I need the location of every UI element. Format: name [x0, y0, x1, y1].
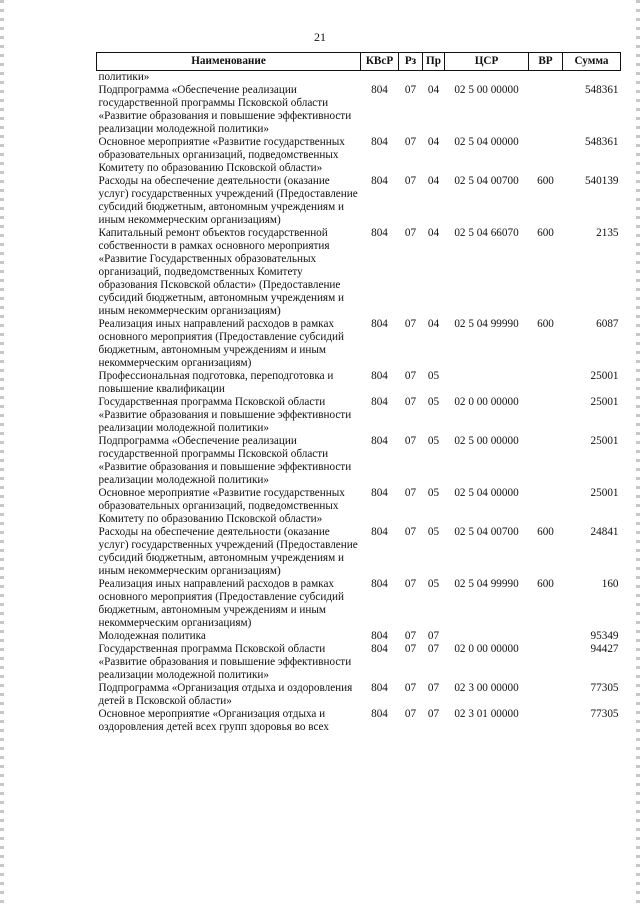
- cell-rz: 07: [404, 136, 417, 148]
- cell-name: Основное мероприятие «Развитие государственных образовательных организаций, подведомственных Комитету по образованию Псковской области»: [98, 487, 345, 525]
- cell-name: Подпрограмма «Организация отдыха и оздоровления детей в Псковской области»: [98, 682, 353, 707]
- cell-csr: 02 5 04 00000: [454, 487, 519, 499]
- cell-rz: 07: [404, 630, 417, 642]
- cell-sum: 548361: [584, 84, 619, 96]
- cell-vr: 600: [537, 318, 554, 330]
- cell-vr: 600: [537, 227, 554, 239]
- cell-name: Реализация иных направлений расходов в рамках основного мероприятия (Предоставление субсидий бюджетным, автономным учреждениям и иным некоммерческим организациям): [98, 318, 344, 369]
- cell-vr: [529, 370, 563, 396]
- cell-pr: [423, 71, 445, 85]
- cell-pr: 07: [427, 682, 440, 694]
- cell-csr: 02 5 04 00700: [454, 175, 519, 187]
- cell-kvsr: 804: [371, 578, 388, 590]
- cell-vr: [529, 136, 563, 175]
- cell-rz: 07: [404, 396, 417, 408]
- cell-vr: 600: [537, 175, 554, 187]
- cell-pr: 07: [427, 708, 440, 720]
- cell-kvsr: 804: [371, 526, 388, 538]
- cell-kvsr: 804: [371, 84, 388, 96]
- cell-sum: 548361: [584, 136, 619, 148]
- cell-name: Подпрограмма «Обеспечение реализации государственной программы Псковской области «Развитие образования и повышение эффективности реализации молодежной политики»: [98, 84, 352, 135]
- cell-sum: 6087: [596, 318, 619, 330]
- scan-edge-right: [636, 0, 640, 905]
- cell-rz: 07: [404, 227, 417, 239]
- cell-kvsr: 804: [371, 318, 388, 330]
- cell-kvsr: [361, 71, 399, 85]
- cell-kvsr: 804: [371, 487, 388, 499]
- cell-kvsr: 804: [371, 370, 388, 382]
- cell-name: Государственная программа Псковской области «Развитие образования и повышение эффективности реализации молодежной политики»: [98, 396, 352, 434]
- cell-rz: 07: [404, 682, 417, 694]
- cell-pr: 04: [427, 318, 440, 330]
- cell-name: Реализация иных направлений расходов в рамках основного мероприятия (Предоставление субсидий бюджетным, автономным учреждениям и иным некоммерческим организациям): [98, 578, 344, 629]
- cell-kvsr: 804: [371, 708, 388, 720]
- cell-pr: 05: [427, 578, 440, 590]
- cell-csr: 02 5 04 99990: [454, 578, 519, 590]
- header-pr: Пр: [423, 53, 445, 71]
- cell-name: Государственная программа Псковской области «Развитие образования и повышение эффективности реализации молодежной политики»: [98, 643, 352, 681]
- cell-pr: 05: [427, 435, 440, 447]
- cell-pr: 04: [427, 84, 440, 96]
- cell-pr: 05: [427, 396, 440, 408]
- cell-vr: 600: [537, 526, 554, 538]
- cell-sum: 2135: [596, 227, 619, 239]
- cell-csr: 02 5 04 00700: [454, 526, 519, 538]
- table-row: [97, 396, 621, 435]
- cell-vr: [529, 487, 563, 526]
- cell-name: Основное мероприятие «Организация отдыха и оздоровления детей всех групп здоровья во всех: [98, 708, 329, 733]
- cell-vr: [529, 84, 563, 136]
- cell-csr: 02 0 00 00000: [454, 396, 519, 408]
- table-row: [97, 71, 621, 85]
- scan-edge-left: [0, 0, 4, 905]
- table-row: [97, 175, 621, 227]
- cell-sum: 24841: [590, 526, 619, 538]
- cell-rz: 07: [404, 84, 417, 96]
- header-vr: ВР: [529, 53, 563, 71]
- table-row: [97, 578, 621, 630]
- cell-pr: 05: [427, 526, 440, 538]
- cell-sum: 77305: [590, 708, 619, 720]
- cell-sum: 25001: [590, 396, 619, 408]
- cell-vr: [529, 71, 563, 85]
- cell-sum: 95349: [590, 630, 619, 642]
- cell-pr: 04: [427, 136, 440, 148]
- cell-pr: 07: [427, 643, 440, 655]
- cell-name: Основное мероприятие «Развитие государственных образовательных организаций, подведомственных Комитету по образованию Псковской области»: [98, 136, 345, 174]
- cell-sum: 540139: [584, 175, 619, 187]
- cell-rz: 07: [404, 708, 417, 720]
- table-row: [97, 630, 621, 643]
- table-row: [97, 227, 621, 318]
- cell-sum: 25001: [590, 487, 619, 499]
- cell-csr: 02 5 00 00000: [454, 84, 519, 96]
- cell-kvsr: 804: [371, 643, 388, 655]
- cell-vr: [529, 435, 563, 487]
- cell-name: Молодежная политика: [98, 630, 206, 642]
- table-row: [97, 318, 621, 370]
- cell-rz: 07: [404, 578, 417, 590]
- header-csr: ЦСР: [445, 53, 529, 71]
- table-row: [97, 682, 621, 708]
- table-row: [97, 708, 621, 734]
- cell-rz: [399, 71, 423, 85]
- cell-kvsr: 804: [371, 175, 388, 187]
- cell-vr: [529, 682, 563, 708]
- table-row: [97, 643, 621, 682]
- cell-rz: 07: [404, 643, 417, 655]
- table-header-row: [97, 53, 621, 71]
- cell-vr: [529, 708, 563, 734]
- cell-rz: 07: [404, 487, 417, 499]
- cell-sum: [563, 71, 621, 85]
- cell-sum: 25001: [590, 370, 619, 382]
- table-row: [97, 136, 621, 175]
- cell-name: Капитальный ремонт объектов государственной собственности в рамках основного мероприятия «Развитие Государственных образовательных организаций, подведомственных Комитету образования Псковской области» (Предоставление субсидий бюджетным, автономным учреждениям и иным некоммерческим организациям): [98, 227, 344, 317]
- cell-name: Расходы на обеспечение деятельности (оказание услуг) государственных учреждений (Предоставление субсидий бюджетным, автономным учреждениям и иным некоммерческим организациям): [98, 526, 358, 577]
- header-sum: Сумма: [563, 53, 621, 71]
- cell-sum: 160: [601, 578, 619, 590]
- header-kvsr: КВсР: [361, 53, 399, 71]
- cell-csr: 02 5 04 99990: [454, 318, 519, 330]
- cell-kvsr: 804: [371, 227, 388, 239]
- cell-csr: [445, 630, 529, 643]
- header-rz: Рз: [399, 53, 423, 71]
- cell-csr: [445, 370, 529, 396]
- cell-kvsr: 804: [371, 136, 388, 148]
- cell-pr: 07: [427, 630, 440, 642]
- cell-rz: 07: [404, 175, 417, 187]
- cell-kvsr: 804: [371, 435, 388, 447]
- cell-pr: 04: [427, 227, 440, 239]
- cell-csr: 02 5 04 00000: [454, 136, 519, 148]
- cell-name: Расходы на обеспечение деятельности (оказание услуг) государственных учреждений (Предоставление субсидий бюджетным, автономным учреждениям и иным некоммерческим организациям): [98, 175, 358, 226]
- cell-csr: 02 0 00 00000: [454, 643, 519, 655]
- cell-name: Профессиональная подготовка, переподготовка и повышение квалификации: [98, 370, 334, 395]
- table-body: [97, 71, 621, 735]
- cell-vr: 600: [537, 578, 554, 590]
- table-row: [97, 487, 621, 526]
- cell-vr: [529, 630, 563, 643]
- cell-rz: 07: [404, 370, 417, 382]
- cell-sum: 25001: [590, 435, 619, 447]
- cell-name: Подпрограмма «Обеспечение реализации государственной программы Псковской области «Развитие образования и повышение эффективности реализации молодежной политики»: [98, 435, 352, 486]
- cell-pr: 05: [427, 370, 440, 382]
- table-row: [97, 84, 621, 136]
- cell-csr: 02 5 04 66070: [454, 227, 519, 239]
- budget-table: [96, 52, 621, 734]
- cell-vr: [529, 396, 563, 435]
- cell-rz: 07: [404, 435, 417, 447]
- cell-rz: 07: [404, 526, 417, 538]
- cell-csr: [445, 71, 529, 85]
- cell-kvsr: 804: [371, 682, 388, 694]
- cell-kvsr: 804: [371, 396, 388, 408]
- cell-pr: 04: [427, 175, 440, 187]
- table-row: [97, 370, 621, 396]
- header-name: Наименование: [97, 53, 361, 71]
- cell-pr: 05: [427, 487, 440, 499]
- cell-name: политики»: [98, 71, 150, 83]
- table-row: [97, 526, 621, 578]
- cell-csr: 02 5 00 00000: [454, 435, 519, 447]
- cell-sum: 77305: [590, 682, 619, 694]
- cell-sum: 94427: [590, 643, 619, 655]
- cell-vr: [529, 643, 563, 682]
- table-row: [97, 435, 621, 487]
- cell-rz: 07: [404, 318, 417, 330]
- page-number: 21: [314, 30, 326, 44]
- cell-csr: 02 3 00 00000: [454, 682, 519, 694]
- cell-kvsr: 804: [371, 630, 388, 642]
- cell-csr: 02 3 01 00000: [454, 708, 519, 720]
